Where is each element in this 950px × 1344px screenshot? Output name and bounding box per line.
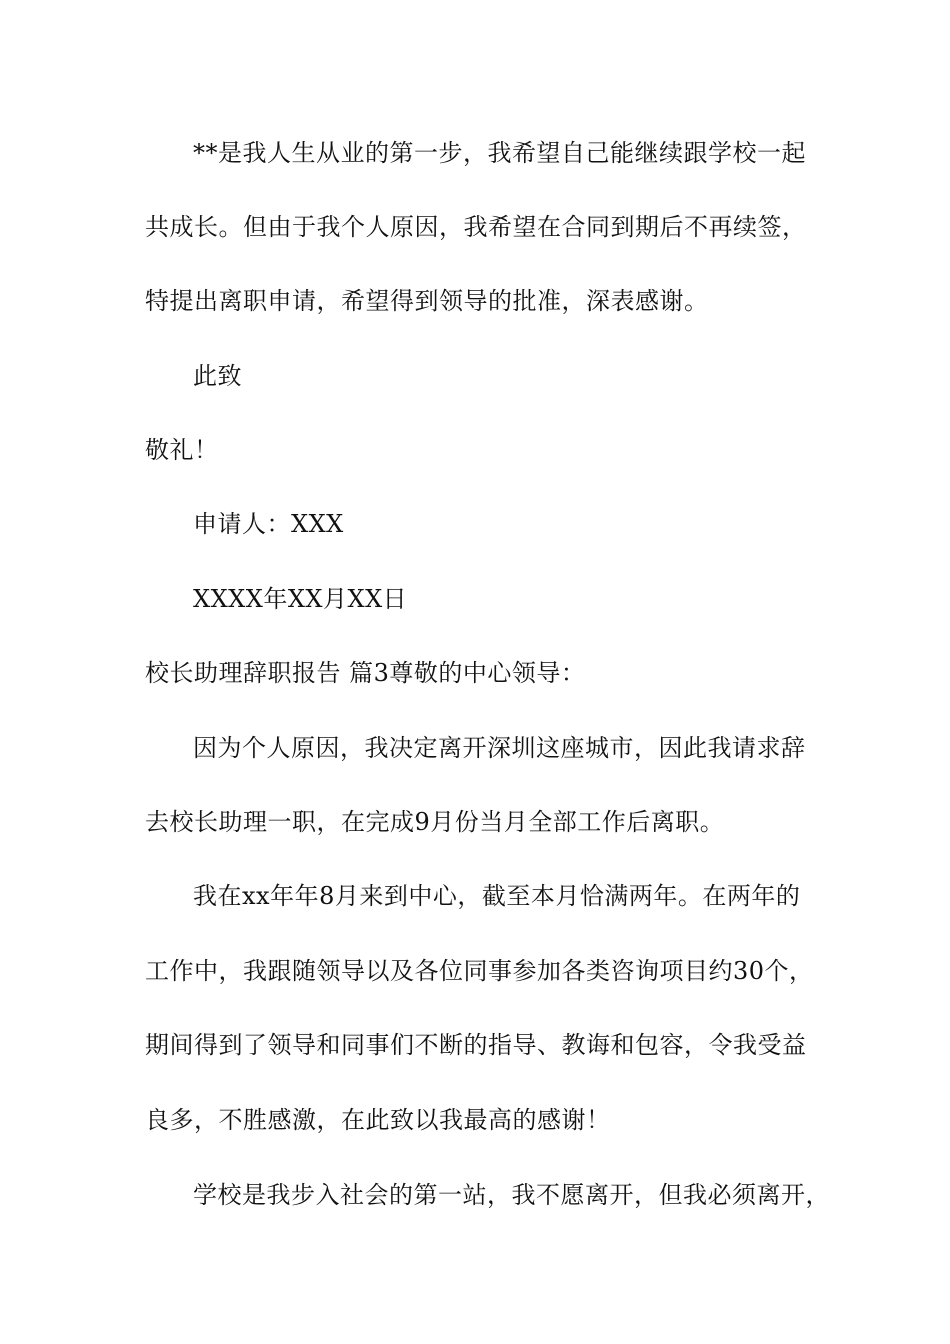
paragraph-line: **是我人生从业的第一步，我希望自己能继续跟学校一起 (193, 139, 806, 167)
paragraph-line: 工作中，我跟随领导以及各位同事参加各类咨询项目约30个， (145, 957, 814, 985)
closing-salutation: 此致 (193, 362, 242, 390)
paragraph-line: 我在xx年年8月来到中心，截至本月恰满两年。在两年的 (193, 882, 801, 910)
paragraph-line: 去校长助理一职，在完成9月份当月全部工作后离职。 (145, 808, 725, 836)
section-heading: 校长助理辞职报告 篇3尊敬的中心领导： (145, 659, 586, 687)
paragraph-line: 学校是我步入社会的第一站，我不愿离开，但我必须离开， (193, 1181, 830, 1209)
paragraph-line: 共成长。但由于我个人原因，我希望在合同到期后不再续签， (145, 213, 807, 241)
paragraph-line: 因为个人原因，我决定离开深圳这座城市，因此我请求辞 (193, 734, 806, 762)
closing-salute: 敬礼！ (145, 436, 219, 464)
applicant-signature: 申请人：XXX (193, 510, 344, 538)
signature-date: XXXX年XX月XX日 (193, 585, 408, 613)
paragraph-line: 良多，不胜感激，在此致以我最高的感谢！ (145, 1106, 611, 1134)
paragraph-line: 特提出离职申请，希望得到领导的批准，深表感谢。 (145, 287, 709, 315)
paragraph-line: 期间得到了领导和同事们不断的指导、教诲和包容，令我受益 (145, 1031, 807, 1059)
